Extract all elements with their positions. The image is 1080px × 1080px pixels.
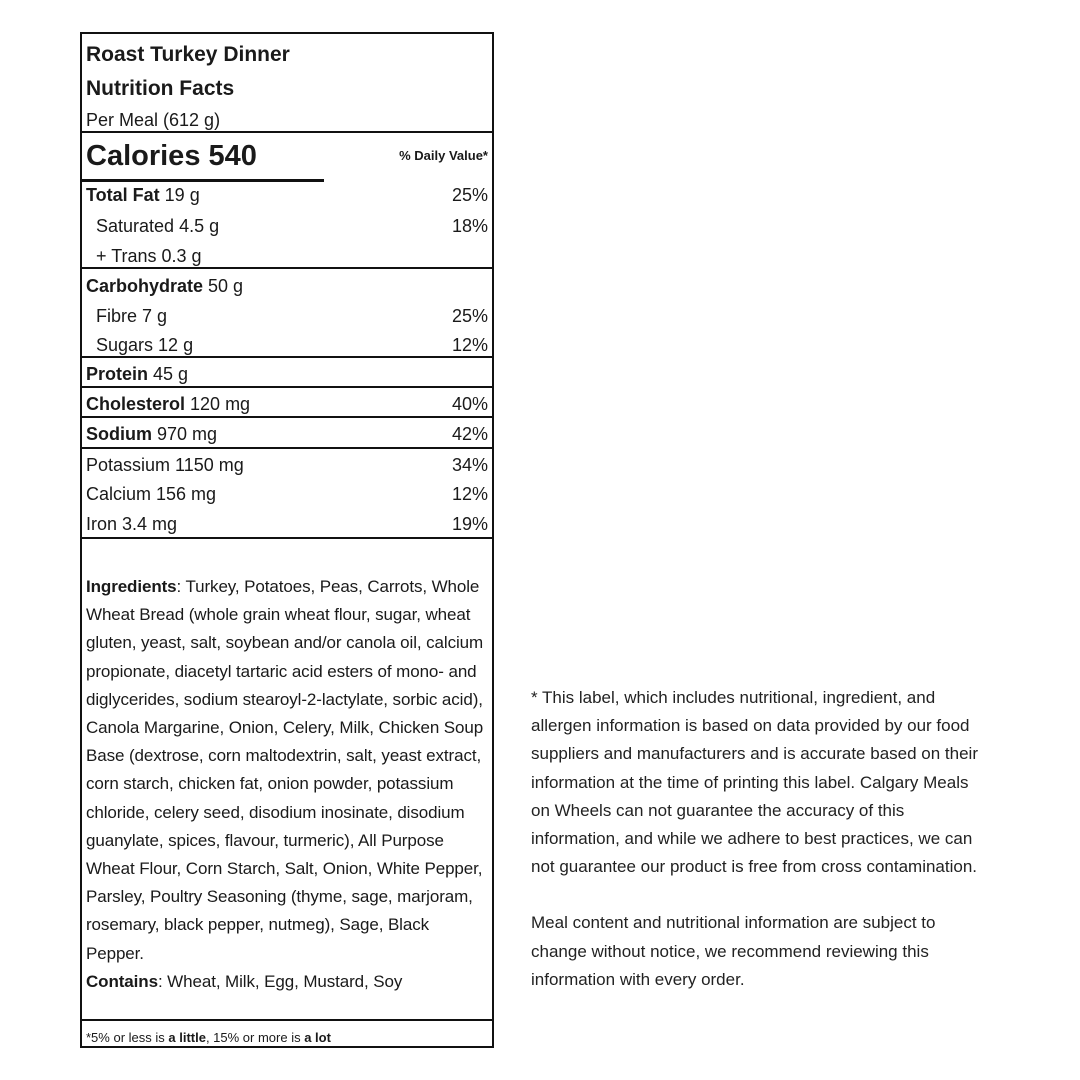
contains-text: : Wheat, Milk, Egg, Mustard, Soy — [157, 971, 403, 991]
calories-value: 540 — [208, 140, 257, 172]
nutrient-calcium: Calcium 156 mg — [86, 484, 217, 504]
divider — [82, 1019, 492, 1021]
nutrition-label — [80, 32, 494, 1048]
dv-iron: 19% — [451, 514, 488, 534]
nutrient-sodium: Sodium 970 mg — [86, 424, 218, 444]
disclaimer-paragraph-1: * This label, which includes nutritional, ingredient, and allergen information is based on data provided by our food suppliers and manufacturers and is accurate based on their information at the time of printing this label. Calgary Meals on Wheels can not guarantee the accuracy of this information, and while we adhere to best practices, we can not guarantee our product is free from cross contamination. — [531, 688, 978, 877]
divider — [82, 447, 492, 449]
nutrient-protein: Protein 45 g — [86, 364, 189, 384]
serving-size: Per Meal (612 g) — [86, 110, 221, 130]
nutrient-potassium: Potassium 1150 mg — [86, 455, 244, 475]
daily-value-footnote: *5% or less is a little, 15% or more is a lot — [86, 1030, 331, 1045]
divider — [82, 356, 492, 358]
dv-cholesterol: 40% — [451, 394, 488, 414]
contains-label: Contains — [86, 971, 158, 991]
divider — [82, 131, 492, 133]
dv-sugars: 12% — [451, 335, 488, 355]
divider — [82, 386, 492, 388]
disclaimer-paragraph-2: Meal content and nutritional information are subject to change without notice, we recommend reviewing this information with every order. — [531, 913, 936, 989]
nutrient-fibre: Fibre 7 g — [96, 306, 168, 326]
divider — [82, 416, 492, 418]
ingredients-text: : Turkey, Potatoes, Peas, Carrots, Whole Wheat Bread (whole grain wheat flour, sugar, wheat gluten, yeast, salt, soybean and/or canola oil, calcium propionate, diacetyl tartaric acid esters of mono- and diglycerides, sodium stearoyl-2-lactylate, sorbic acid), Canola Margarine, Onion, Celery, Milk, Chicken Soup Base (dextrose, corn maltodextrin, salt, yeast extract, corn starch, chicken fat, onion powder, potassium chloride, celery seed, disodium inosinate, disodium guanylate, spices, flavour, turmeric), All Purpose Wheat Flour, Corn Starch, Salt, Onion, White Pepper, Parsley, Poultry Seasoning (thyme, sage, marjoram, rosemary, black pepper, nutmeg), Sage, Black Pepper. — [86, 577, 484, 963]
dv-sodium: 42% — [451, 424, 488, 444]
nutrition-facts-heading: Nutrition Facts — [86, 77, 235, 100]
dv-fibre: 25% — [451, 306, 488, 326]
nutrient-total-fat: Total Fat 19 g — [86, 185, 200, 205]
calories-label: Calories — [86, 140, 201, 172]
ingredients-label: Ingredients — [86, 577, 177, 596]
dv-potassium: 34% — [451, 455, 488, 475]
ingredients-block — [86, 573, 490, 996]
calories-underline — [82, 179, 324, 182]
daily-value-header: % Daily Value* — [399, 148, 488, 163]
divider — [82, 537, 492, 539]
ingredients-paragraph — [86, 573, 490, 968]
nutrient-trans: + Trans 0.3 g — [96, 246, 202, 266]
dv-saturated: 18% — [451, 216, 488, 236]
nutrient-carbohydrate: Carbohydrate 50 g — [86, 276, 244, 296]
disclaimer — [531, 684, 991, 994]
nutrient-saturated: Saturated 4.5 g — [96, 216, 220, 236]
contains-paragraph — [86, 968, 490, 996]
nutrient-iron: Iron 3.4 mg — [86, 514, 178, 534]
dv-calcium: 12% — [451, 484, 488, 504]
dv-total-fat: 25% — [451, 185, 488, 205]
calories — [86, 138, 257, 174]
nutrient-sugars: Sugars 12 g — [96, 335, 194, 355]
nutrient-cholesterol: Cholesterol 120 mg — [86, 394, 251, 414]
product-name: Roast Turkey Dinner — [86, 43, 290, 66]
paragraph-gap — [531, 881, 991, 909]
divider — [82, 267, 492, 269]
